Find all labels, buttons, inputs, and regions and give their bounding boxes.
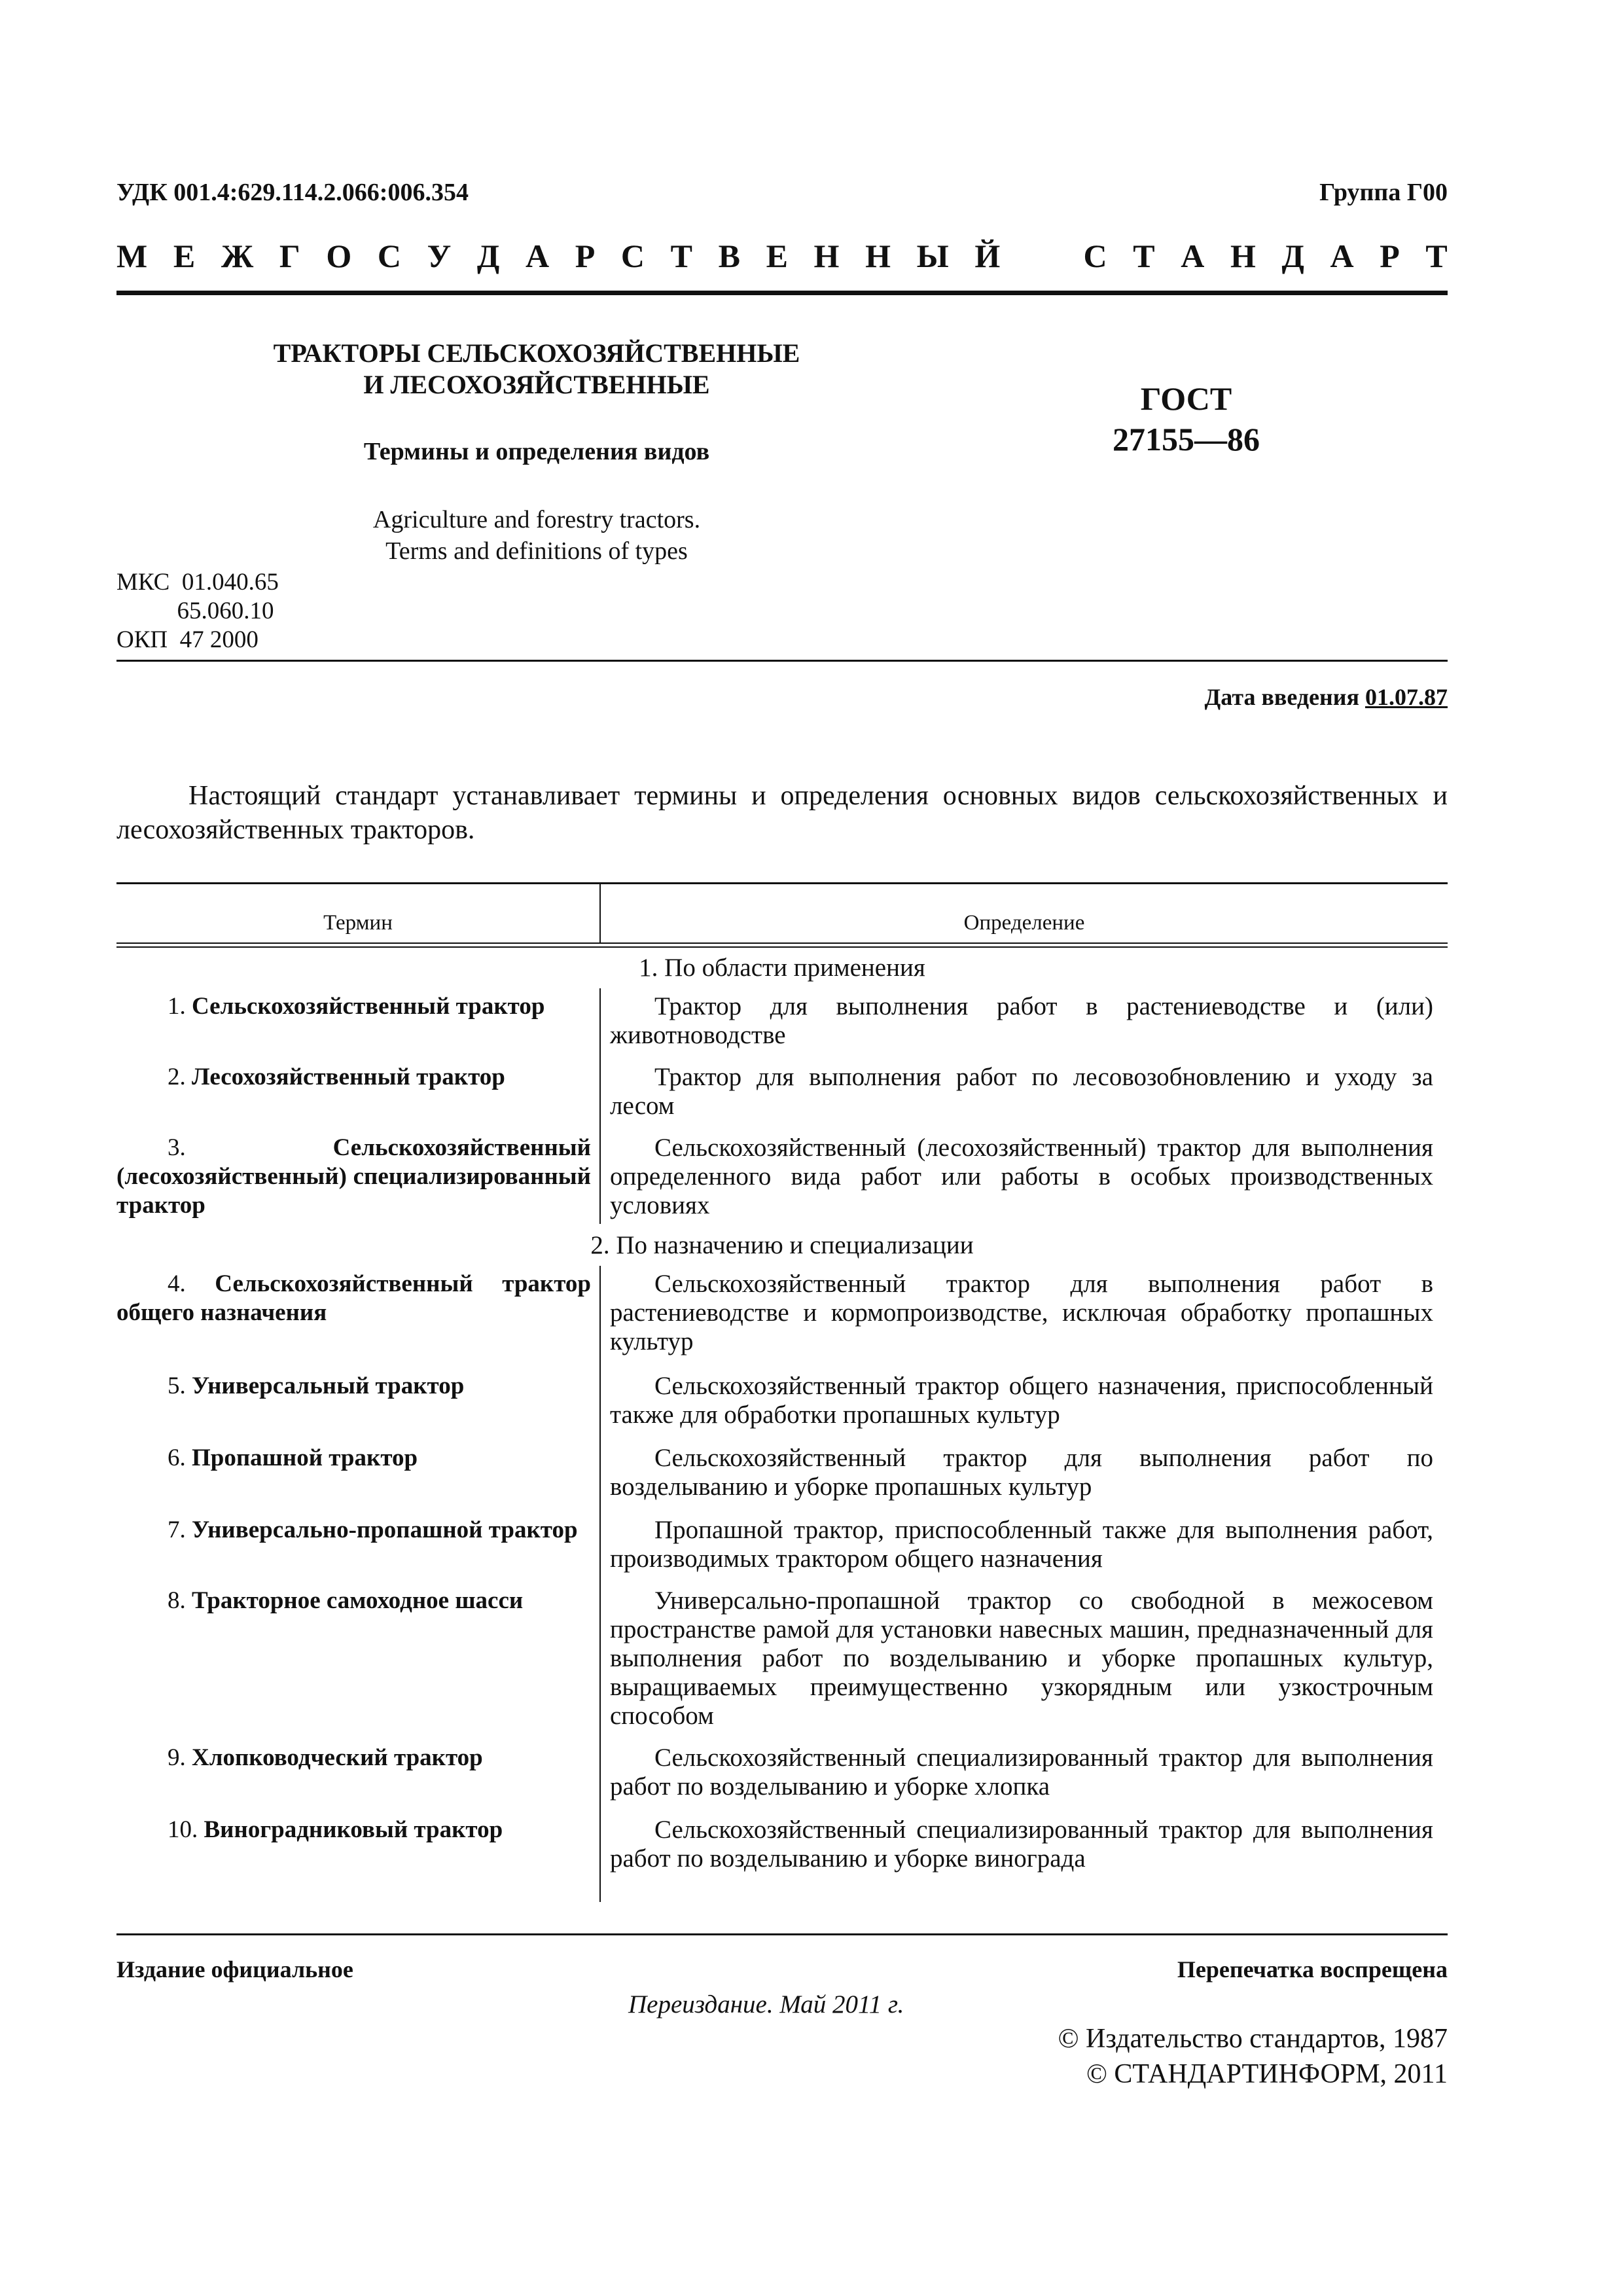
banner-letter: Й (974, 238, 1001, 274)
term-text: Лесохозяйственный трактор (192, 1064, 505, 1090)
okp-code: ОКП 47 2000 (116, 626, 259, 653)
banner-letter: С (620, 238, 645, 274)
term-3 (116, 1134, 591, 1220)
section-heading: 2. По назначению и специализации (590, 1231, 974, 1259)
banner-letter: У (427, 238, 452, 274)
term-1 (116, 992, 591, 1021)
group-code: Группа Г00 (1319, 179, 1448, 206)
term-2 (116, 1063, 591, 1092)
official-edition: Издание официальное (116, 1956, 353, 1982)
banner-letter: Е (173, 238, 196, 274)
date-label: Дата введения (1204, 684, 1365, 710)
header-thick-rule (116, 291, 1448, 295)
column-divider (599, 988, 601, 1224)
term-text: Пропашной трактор (192, 1444, 418, 1471)
copyright-line: © Издательство стандартов, 1987 (1058, 2024, 1448, 2054)
definition-3: Сельскохозяйственный (лесохозяйственный) трактор для выполнения определенного вида работ или работы в особых производственных условиях (610, 1134, 1433, 1219)
term-number: 3. (168, 1134, 333, 1161)
term-4 (116, 1270, 591, 1327)
column-header-term: Термин (323, 911, 393, 935)
gost-label: ГОСТ (1140, 380, 1232, 417)
definition-4: Сельскохозяйственный трактор для выполнения работ в растениеводстве и кормопроизводстве, исключая обработку пропашных культур (610, 1270, 1433, 1355)
mks-code-2: 65.060.10 (116, 598, 274, 624)
banner-letter: Г (279, 238, 300, 274)
copyright-line: © СТАНДАРТИНФОРМ, 2011 (1086, 2059, 1448, 2089)
banner-letter: Е (766, 238, 788, 274)
banner-letter: Т (1133, 238, 1155, 274)
term-9 (116, 1744, 591, 1772)
banner-letter: М (116, 238, 148, 274)
gost-number: 27155—86 (1113, 421, 1260, 457)
banner-letter: Д (476, 238, 500, 274)
english-title (249, 504, 825, 567)
reprint-prohibited: Перепечатка воспрещена (1177, 1956, 1448, 1982)
effective-date (1205, 683, 1448, 711)
table-bottom-rule (116, 1933, 1448, 1935)
term-number: 7. (168, 1516, 192, 1543)
english-title-line: Terms and definitions of types (385, 537, 688, 565)
term-text: Универсальный трактор (192, 1372, 465, 1399)
term-text: Сельскохозяйственный (лесохозяйственный) специализированный трактор (116, 1134, 591, 1219)
term-text: Сельскохозяйственный трактор общего назначения (116, 1270, 591, 1326)
term-text: Хлопководческий трактор (192, 1744, 483, 1771)
column-divider (599, 1266, 601, 1902)
term-number: 4. (168, 1270, 215, 1297)
term-text: Сельскохозяйственный трактор (192, 993, 545, 1020)
english-title-line: Agriculture and forestry tractors. (372, 506, 701, 533)
definition-2: Трактор для выполнения работ по лесовозобновлению и уходу за лесом (610, 1063, 1433, 1120)
reissue-note: Переиздание. Май 2011 г. (628, 1990, 904, 2018)
column-header-definition: Определение (963, 911, 1085, 935)
term-text: Виноградниковый трактор (204, 1816, 503, 1843)
banner-gap (1026, 237, 1058, 275)
banner-letter: В (718, 238, 740, 274)
intro-paragraph: Настоящий стандарт устанавливает термины и определения основных видов сельскохозяйственных и лесохозяйственных тракторов. (116, 781, 1448, 845)
banner-letter: А (1330, 238, 1354, 274)
banner-letter: Р (1380, 238, 1400, 274)
document-title (249, 338, 825, 401)
udk-code: УДК 001.4:629.114.2.066:006.354 (116, 179, 469, 206)
title-line: И ЛЕСОХОЗЯЙСТВЕННЫЕ (363, 370, 710, 399)
definition-1: Трактор для выполнения работ в растениеводстве и (или) животноводстве (610, 992, 1433, 1049)
banner-letter: Н (865, 238, 891, 274)
term-number: 8. (168, 1587, 192, 1614)
term-10 (116, 1816, 591, 1844)
banner-letter: О (326, 238, 352, 274)
definition-9: Сельскохозяйственный специализированный трактор для выполнения работ по возделыванию и уборке хлопка (610, 1744, 1433, 1801)
definition-7: Пропашной трактор, приспособленный также для выполнения работ, производимых трактором общего назначения (610, 1516, 1433, 1573)
term-number: 9. (168, 1744, 192, 1771)
term-number: 10. (168, 1816, 204, 1843)
date-value: 01.07.87 (1365, 684, 1448, 710)
banner-letter: С (1083, 238, 1107, 274)
section-heading: 1. По области применения (639, 954, 925, 982)
definition-8: Универсально-пропашной трактор со свободной в межосевом пространстве рамой для установки навесных машин, предназначенный для выполнения работ по возделыванию и уборке пропашных культур, выращиваемых преимущественно узкорядным или узкострочным способом (610, 1587, 1433, 1730)
banner-letter: А (525, 238, 550, 274)
banner-letter: А (1181, 238, 1205, 274)
table-header-rule-1 (116, 942, 1448, 944)
definition-10: Сельскохозяйственный специализированный трактор для выполнения работ по возделыванию и уборке винограда (610, 1816, 1433, 1873)
banner-letter: Н (1230, 238, 1256, 274)
term-text: Тракторное самоходное шасси (192, 1587, 524, 1614)
document-subtitle: Термины и определения видов (363, 438, 710, 465)
table-header-rule-2 (116, 946, 1448, 948)
interstate-standard-banner (116, 237, 1448, 275)
term-text: Универсально-пропашной трактор (192, 1516, 578, 1543)
definition-5: Сельскохозяйственный трактор общего назначения, приспособленный также для обработки пропашных культур (610, 1372, 1433, 1429)
banner-letter: Д (1281, 238, 1304, 274)
banner-letter: С (377, 238, 401, 274)
title-bottom-rule (116, 660, 1448, 662)
term-7 (116, 1516, 591, 1545)
copyright (1058, 2021, 1448, 2092)
term-6 (116, 1444, 591, 1473)
term-8 (116, 1587, 591, 1615)
banner-letter: Т (670, 238, 692, 274)
term-number: 1. (168, 993, 192, 1020)
banner-letter: Н (813, 238, 840, 274)
term-5 (116, 1372, 591, 1401)
classification-codes (116, 568, 279, 655)
header-column-divider (599, 882, 601, 942)
banner-letter: Т (1425, 238, 1448, 274)
banner-letter: Ж (221, 238, 254, 274)
mks-code: МКС 01.040.65 (116, 569, 279, 596)
table-top-rule (116, 882, 1448, 884)
banner-letter: Ы (916, 238, 949, 274)
title-line: ТРАКТОРЫ СЕЛЬСКОХОЗЯЙСТВЕННЫЕ (273, 338, 800, 368)
term-number: 6. (168, 1444, 192, 1471)
gost-designation (1113, 378, 1260, 459)
banner-letter: Р (575, 238, 596, 274)
term-number: 2. (168, 1064, 192, 1090)
definition-6: Сельскохозяйственный трактор для выполнения работ по возделыванию и уборке пропашных культур (610, 1444, 1433, 1501)
term-number: 5. (168, 1372, 192, 1399)
